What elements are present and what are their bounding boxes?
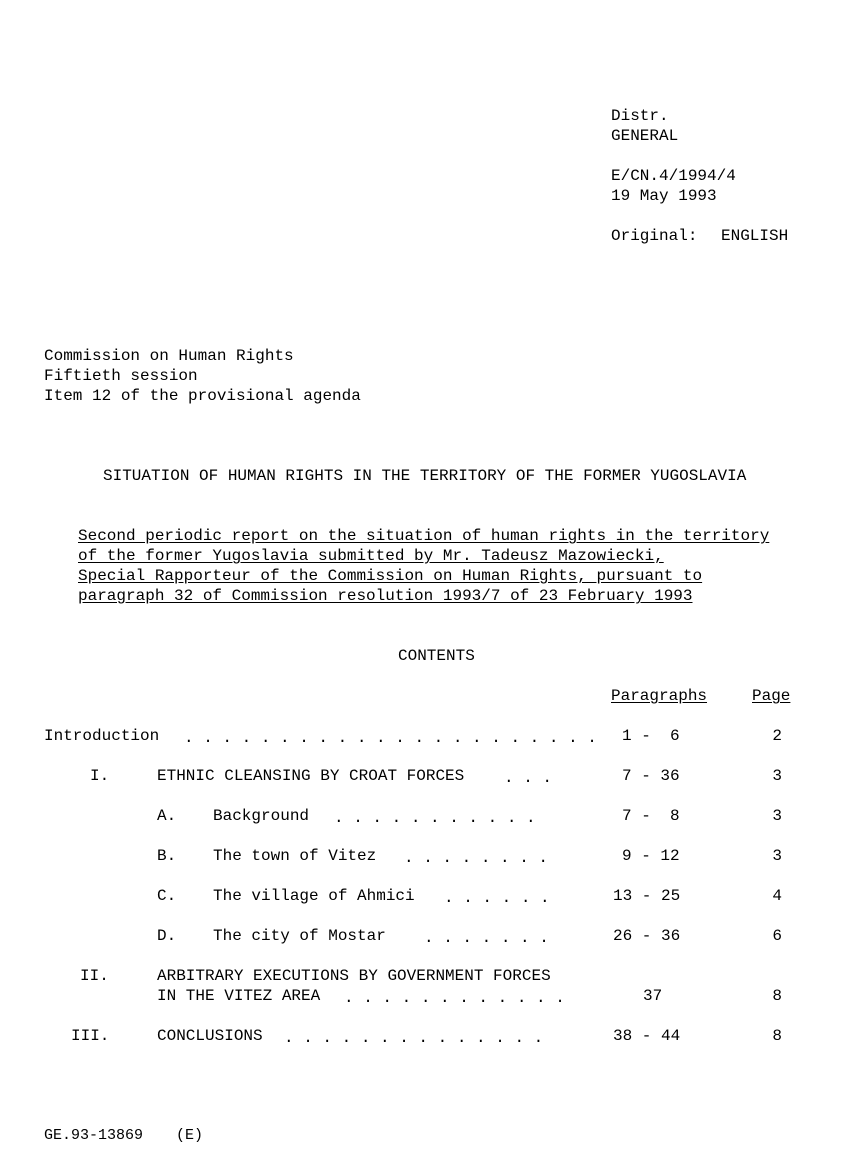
toc-leader-dots: . . . . . . . . . . . .: [344, 989, 565, 1007]
toc-page: 8: [772, 987, 782, 1005]
toc-paragraphs: 26 - 36: [613, 927, 681, 945]
toc-paragraphs: 13 - 25: [613, 887, 681, 905]
toc-number: C.: [157, 887, 177, 905]
document-date: 19 May 1993: [611, 187, 717, 205]
toc-paragraphs: 37: [643, 987, 663, 1005]
toc-label: Introduction: [44, 727, 160, 745]
toc-page: 2: [772, 727, 782, 745]
toc-leader-dots: . . . . . . . . . . .: [334, 809, 536, 827]
page-title: SITUATION OF HUMAN RIGHTS IN THE TERRITORY OF THE FORMER YUGOSLAVIA: [103, 467, 747, 485]
toc-label: The city of Mostar: [213, 927, 386, 945]
toc-number: A.: [157, 807, 177, 825]
toc-number: D.: [157, 927, 177, 945]
toc-number: I.: [90, 767, 110, 785]
toc-paragraphs: 1 - 6: [622, 727, 680, 745]
page-column-header: Page: [752, 687, 791, 705]
subtitle-line-4: paragraph 32 of Commission resolution 1993/7 of 23 February 1993: [78, 587, 693, 605]
distribution-label: Distr.: [611, 107, 669, 125]
toc-page: 3: [772, 847, 782, 865]
agenda-item: Item 12 of the provisional agenda: [44, 387, 361, 405]
toc-paragraphs: 38 - 44: [613, 1027, 681, 1045]
paragraphs-column-header: Paragraphs: [611, 687, 708, 705]
toc-paragraphs: 7 - 8: [622, 807, 680, 825]
toc-leader-dots: . . .: [504, 769, 553, 787]
footer-language-code: (E): [176, 1127, 204, 1144]
toc-number: B.: [157, 847, 177, 865]
toc-label: Background: [213, 807, 310, 825]
footer-document-number: GE.93-13869: [44, 1127, 144, 1144]
subtitle-line-3: Special Rapporteur of the Commission on Human Rights, pursuant to: [78, 567, 703, 585]
toc-label: The town of Vitez: [213, 847, 377, 865]
toc-label: CONCLUSIONS: [157, 1027, 263, 1045]
subtitle-line-2: of the former Yugoslavia submitted by Mr. Tadeusz Mazowiecki,: [78, 547, 664, 565]
toc-leader-dots: . . . . . .: [444, 889, 550, 907]
toc-label: The village of Ahmici: [213, 887, 415, 905]
toc-number: II.: [80, 967, 109, 985]
subtitle-line-1: Second periodic report on the situation of human rights in the territory: [78, 527, 770, 545]
contents-heading: CONTENTS: [398, 647, 475, 665]
toc-page: 8: [772, 1027, 782, 1045]
original-language-label: Original:: [611, 227, 698, 245]
toc-leader-dots: . . . . . . .: [424, 929, 549, 947]
toc-label: ARBITRARY EXECUTIONS BY GOVERNMENT FORCES: [157, 967, 551, 985]
toc-leader-dots: . . . . . . . . . . . . . .: [284, 1029, 544, 1047]
toc-label-continued: IN THE VITEZ AREA: [157, 987, 321, 1005]
organ-name: Commission on Human Rights: [44, 347, 294, 365]
toc-page: 3: [772, 767, 782, 785]
toc-leader-dots: . . . . . . . .: [404, 849, 549, 867]
distribution-value: GENERAL: [611, 127, 679, 145]
original-language-value: ENGLISH: [721, 227, 789, 245]
toc-label: ETHNIC CLEANSING BY CROAT FORCES: [157, 767, 465, 785]
toc-page: 6: [772, 927, 782, 945]
toc-page: 3: [772, 807, 782, 825]
document-symbol: E/CN.4/1994/4: [611, 167, 736, 185]
toc-page: 4: [772, 887, 782, 905]
toc-leader-dots: . . . . . . . . . . . . . . . . . . . . . .: [184, 729, 597, 747]
toc-number: III.: [71, 1027, 110, 1045]
session-name: Fiftieth session: [44, 367, 198, 385]
toc-paragraphs: 9 - 12: [622, 847, 680, 865]
toc-paragraphs: 7 - 36: [622, 767, 680, 785]
